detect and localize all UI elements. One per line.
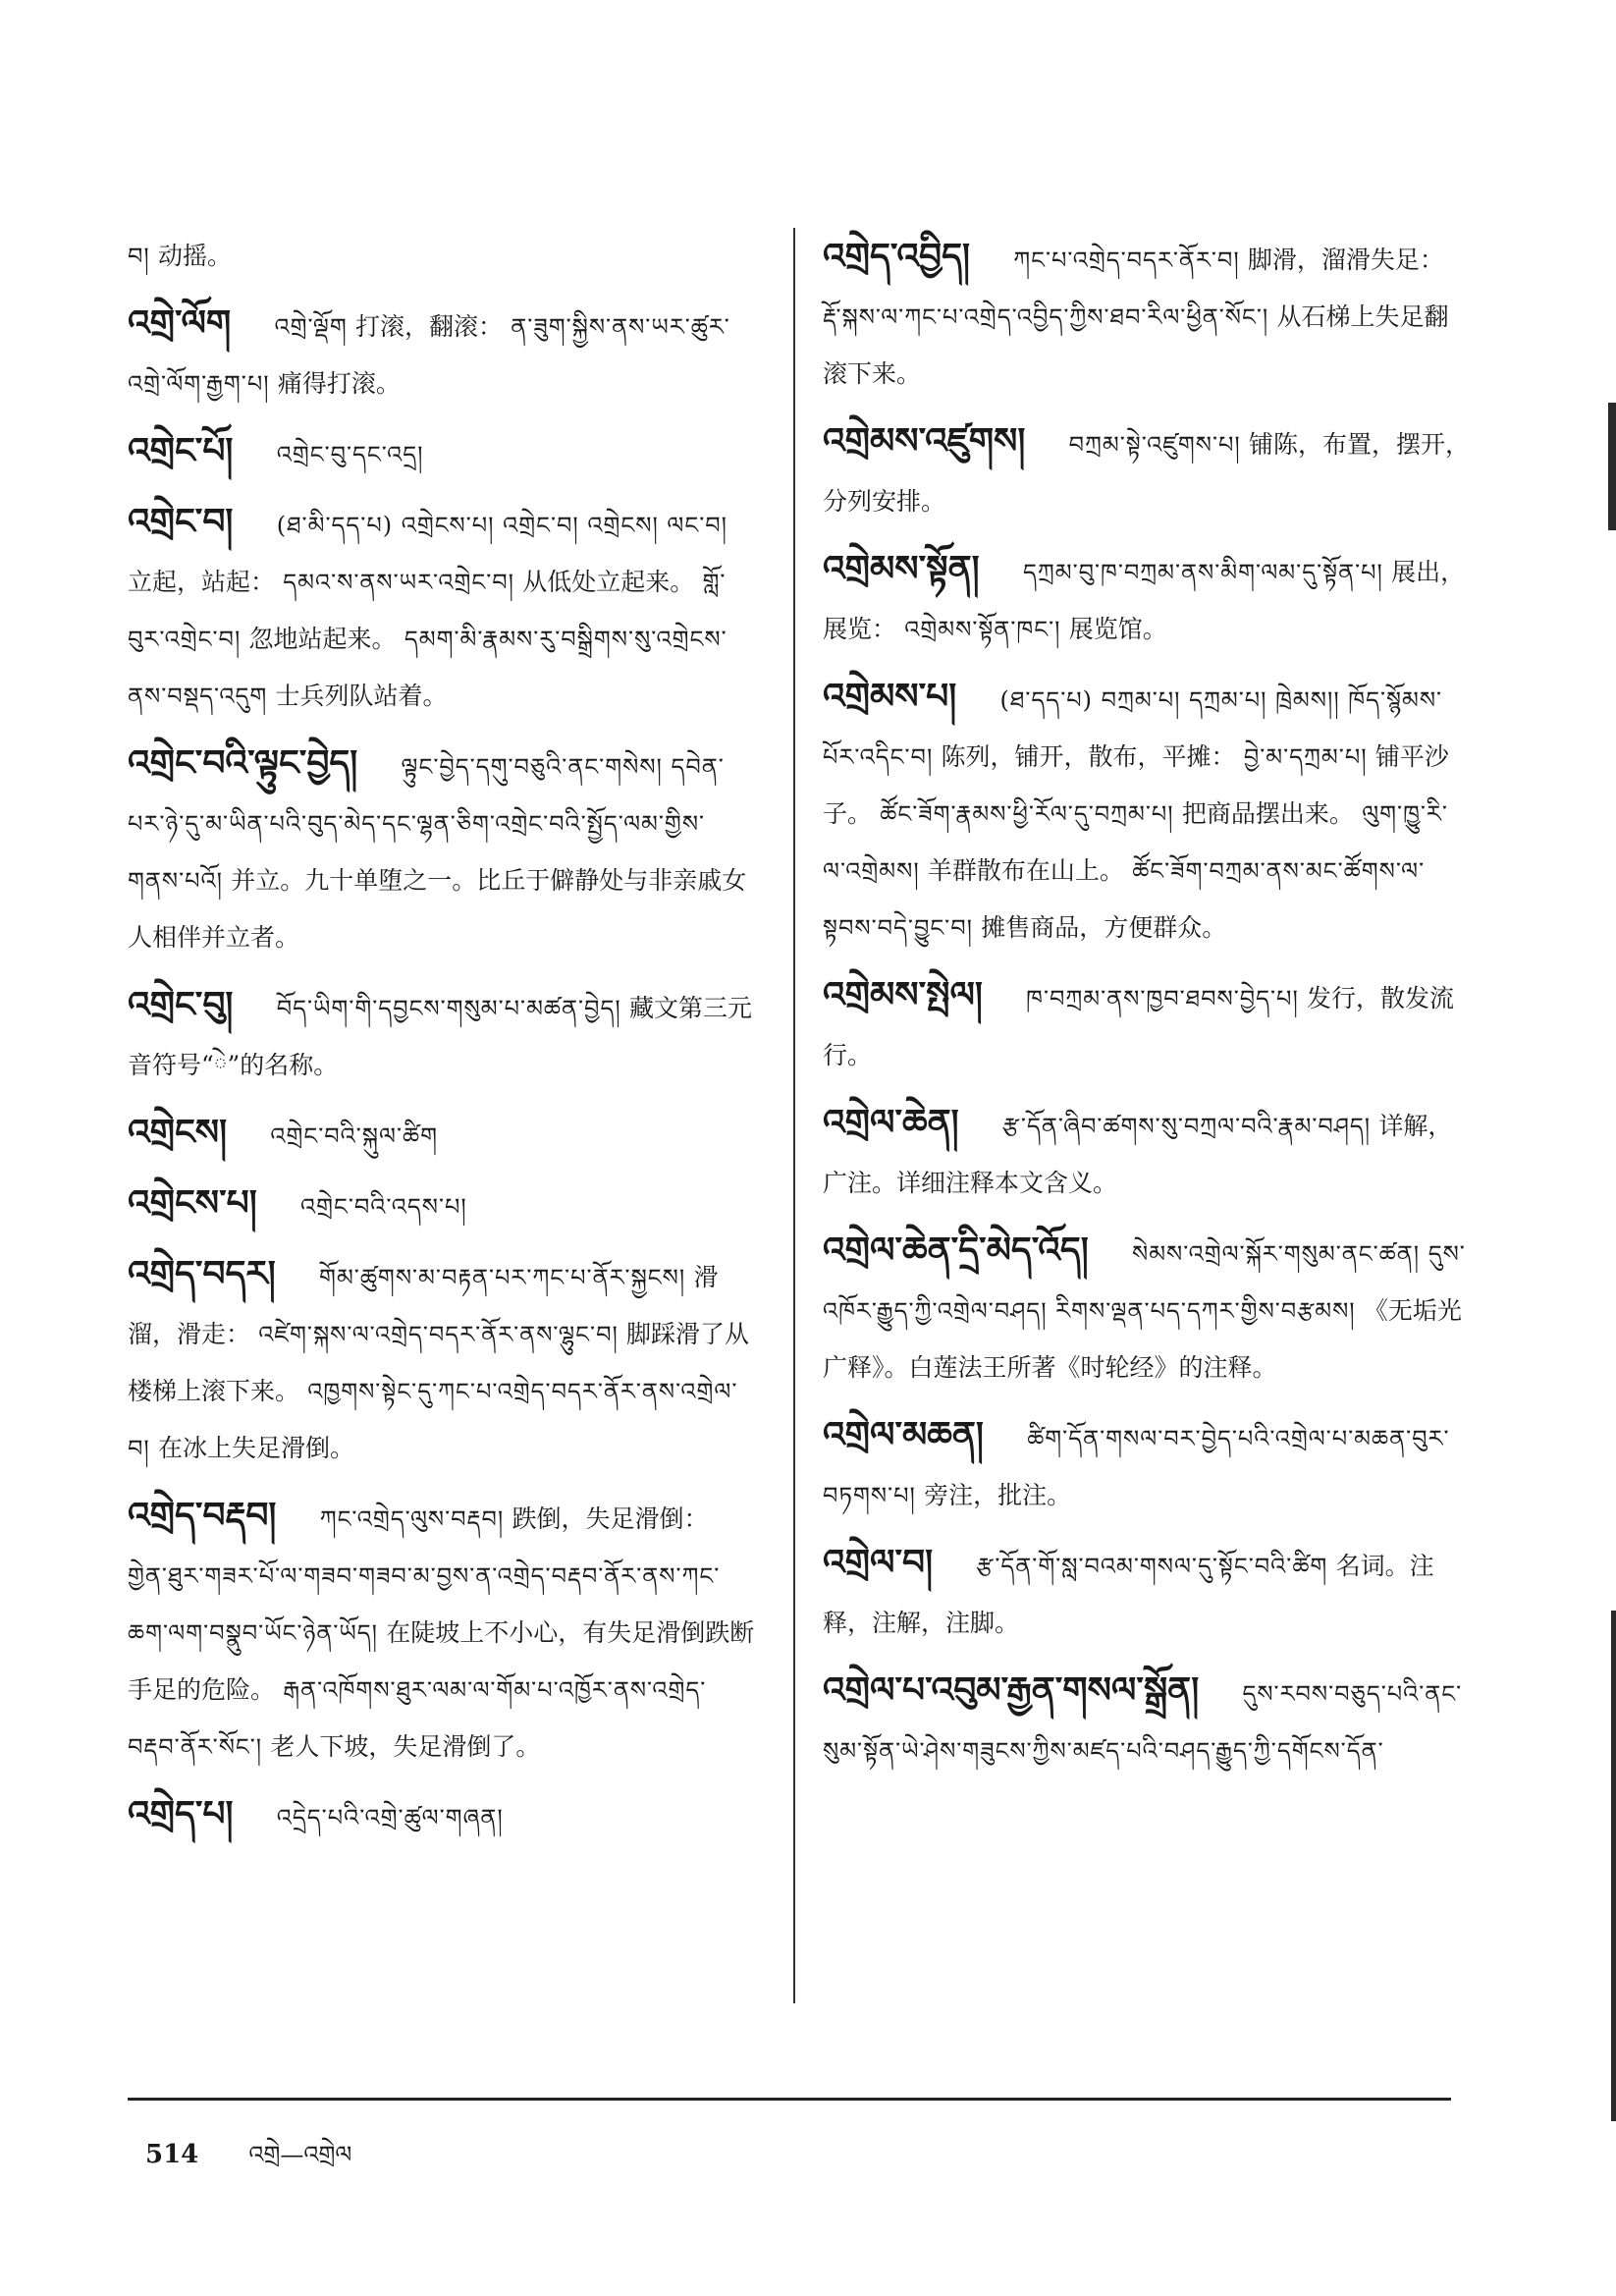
entry-chinese-gloss: 名词。注释，注解，注脚。 — [823, 1552, 1434, 1637]
entry-tibetan-example: འཛེག་སྐས་ལ་འགྲེད་བདར་ནོར་ནས་ལྷུང་བ། — [258, 1321, 619, 1348]
footer-rule — [128, 2098, 1451, 2101]
entry-chinese-example: 忽地站起来。 — [248, 625, 397, 653]
entry-chinese-example: 老人下坡，失足滑倒了。 — [270, 1732, 541, 1761]
dictionary-entry — [128, 1487, 756, 1776]
dictionary-entry — [823, 668, 1471, 957]
entry-chinese-gloss: 展出，展览： — [823, 558, 1466, 643]
entry-tibetan-definition: བཀྲམ་སྟེ་འཛུགས་པ། — [1068, 431, 1241, 459]
entry-chinese-example: 摊售商品，方便群众。 — [981, 913, 1227, 942]
dictionary-entry — [823, 412, 1471, 530]
entry-tibetan-definition: དཀྲམ་བུ་ཁ་བཀྲམ་ནས་མིག་ལམ་དུ་སྟོན་པ། — [1022, 559, 1383, 586]
entry-chinese-example: 在陡坡上不小心，有失足滑倒跌断手足的危险。 — [128, 1618, 755, 1704]
entry-chinese-gloss: 旁注，批注。 — [924, 1481, 1072, 1509]
entry-headword: འགྲེ་ལོག — [128, 302, 232, 344]
entry-chinese-gloss: 跌倒，失足滑倒： — [512, 1504, 709, 1533]
entry-tibetan-example: གྱེན་ཐུར་གཟར་པོ་ལ་གཟབ་གཟབ་མ་བྱས་ན་འགྲེད་བརྡབ་ནོར་ནས་ཀང་ཆག་ལག་བསྣུབ་ཡོང་ཉེན་ཡོད། — [128, 1562, 721, 1647]
entry-tibetan-example: ལུག་ཁྱུ་རི་ལ་འགྲེམས། — [823, 800, 1448, 885]
dictionary-entry — [128, 493, 756, 725]
entry-tibetan-definition: དུས་རབས་བཅུད་པའི་ནང་སུམ་སྟོན་ཡེ་ཤེས་གཟུངས་ཀྱིས་མཛད་པའི་བཤད་རྒྱུད་ཀྱི་དགོངས་དོན་ — [823, 1680, 1463, 1765]
dictionary-entry — [128, 976, 756, 1094]
dictionary-entry — [128, 1104, 756, 1165]
entry-headword: འགྲེལ་མཆན། — [823, 1414, 984, 1455]
entry-tibetan-definition: ལྟུང་བྱེད་དགུ་བཅུའི་ནང་གསེས། དབེན་པར་ཉེ་དུ་མ་ཡིན་པའི་བུད་མེད་དང་ལྷན་ཅིག་འགྲེང་བའི་སྤྱོད་ལམ་གྱིས་གནས་པའོ། — [128, 753, 725, 895]
dictionary-entry — [128, 1245, 756, 1477]
entry-chinese-example: 从低处立起来。 — [522, 568, 695, 596]
entry-chinese-gloss: 《无垢光广释》。白莲法王所著《时轮经》的注释。 — [823, 1296, 1462, 1382]
entry-chinese-gloss: 脚滑，溜滑失足： — [1247, 246, 1444, 274]
entry-headword: འགྲེམས་སྤེལ། — [823, 974, 983, 1015]
entry-tibetan-definition: ཁ་བཀྲམ་ནས་ཁྱབ་ཐབས་བྱེད་པ། — [1026, 985, 1299, 1012]
entry-chinese-example: 在冰上失足滑倒。 — [157, 1434, 354, 1462]
entry-tibetan-definition: འགྲེ་ལྡོག — [274, 313, 348, 341]
entry-chinese-gloss: 打滚，翻滚： — [355, 312, 504, 341]
entry-chinese-example: 铺平沙子。 — [823, 742, 1449, 828]
dictionary-entry — [128, 422, 756, 483]
entry-headword: འགྲེམས་སྟོན། — [823, 548, 980, 589]
entry-tibetan-example: རྡོ་སྐས་ལ་ཀང་པ་འགྲེད་འབྱིད་ཀྱིས་ཐབ་རིལ་ཕྱིན་སོང་། — [823, 303, 1269, 331]
column-divider — [793, 228, 795, 2003]
entry-headword: འགྲེམས་འཛུགས། — [823, 420, 1026, 462]
entry-tibetan-example: འགྲེམས་སྟོན་ཁང་། — [904, 616, 1061, 643]
entry-chinese-gloss: 动摇。 — [157, 242, 232, 270]
entry-tibetan-example: གློ་བུར་འགྲེང་བ། — [128, 569, 727, 653]
entry-headword: འགྲེང་པོ། — [128, 430, 234, 471]
dictionary-entry — [128, 295, 756, 412]
entry-headword: འགྲེལ་ཆེན། — [823, 1102, 959, 1143]
dictionary-entry — [128, 735, 756, 966]
entry-tibetan-definition: ཚིག་དོན་གསལ་བར་བྱེད་པའི་འགྲེལ་པ་མཆན་བུར་བཏགས་པ། — [823, 1425, 1450, 1509]
dictionary-entry — [823, 540, 1471, 658]
dictionary-entry — [823, 1094, 1471, 1212]
entry-tibetan-example: དམག་མི་རྣམས་རུ་བསྒྲིགས་སུ་འགྲེངས་ནས་བསྡད་འདུག — [128, 626, 727, 710]
entry-headword: འགྲེང་བའི་ལྟུང་བྱེད། — [128, 742, 358, 784]
entry-chinese-example: 把商品摆出来。 — [1181, 799, 1354, 828]
entry-tibetan-example: རྒན་འཁོགས་ཐུར་ལམ་ལ་གོམ་པ་འཁྱོར་ནས་འགྲེད་བརྡབ་ནོར་སོང་། — [128, 1676, 707, 1761]
dictionary-entry — [823, 228, 1471, 403]
entry-tibetan-definition: རྩ་དོན་ཞིབ་ཚགས་སུ་བཀྲལ་བའི་རྣམ་བཤད། — [1001, 1113, 1372, 1140]
entry-headword: འགྲེད་བརྡབ། — [128, 1495, 277, 1536]
dictionary-entry — [128, 1785, 756, 1846]
entry-headword: འགྲེལ་བ། — [823, 1542, 934, 1583]
entry-headword: འགྲེངས་པ། — [128, 1182, 257, 1224]
dictionary-entry — [823, 1534, 1471, 1652]
entry-tibetan-definition: འགྲེང་བུ་དང་འདྲ། — [276, 441, 424, 468]
entry-chinese-example: 脚踩滑了从楼梯上滚下来。 — [128, 1320, 750, 1405]
entry-tibetan-definition: སེམས་འགྲེལ་སྐོར་གསུམ་ནང་ཚན། དུས་འཁོར་རྒྱུད་ཀྱི་འགྲེལ་བཤད། རིགས་ལྡན་པད་དཀར་གྱིས་བརྩམས། — [823, 1240, 1466, 1325]
entry-tibetan-definition: རྩ་དོན་གོ་སླ་བའམ་གསལ་དུ་སྟོང་བའི་ཚིག — [976, 1553, 1328, 1580]
edge-mark — [1611, 1611, 1616, 2121]
entry-chinese-example: 从石梯上失足翻滚下来。 — [823, 302, 1449, 388]
dictionary-entry — [128, 228, 756, 285]
entry-chinese-gloss: 发行，散发流行。 — [823, 984, 1455, 1069]
entry-tibetan-example: ཚོང་ཟོག་བཀྲམ་ནས་མང་ཚོགས་ལ་སྟབས་བདེ་བྱུང་བ། — [823, 857, 1426, 942]
page-footer — [145, 2129, 351, 2195]
right-column — [823, 228, 1471, 1789]
entry-tibetan-definition: འགྲེང་བའི་འདས་པ། — [300, 1193, 467, 1221]
entry-chinese-gloss: 藏文第三元音符号“ེ”的名称。 — [128, 994, 752, 1079]
entry-tibetan-example: ཚོང་ཟོག་རྣམས་ཕྱི་རོལ་དུ་བཀྲམ་པ། — [880, 800, 1174, 828]
page-number: 514 — [145, 2140, 199, 2169]
dictionary-entry — [823, 966, 1471, 1084]
entry-tibetan-example: དམའ་ས་ནས་ཡར་འགྲེང་བ། — [283, 569, 514, 596]
entry-chinese-example: 痛得打滚。 — [277, 369, 401, 398]
dictionary-entry — [128, 1175, 756, 1235]
entry-headword: འགྲེངས། — [128, 1112, 228, 1153]
entry-headword: འགྲེམས་པ། — [823, 676, 957, 717]
entry-tibetan-definition: ཀང་པ་འགྲེད་བདར་ནོར་བ། — [1013, 246, 1240, 274]
entry-chinese-gloss: 并立。九十单堕之一。比丘于僻静处与非亲戚女人相伴并立者。 — [128, 866, 747, 952]
entry-chinese-example: 羊群散布在山上。 — [927, 856, 1124, 885]
entry-chinese-example: 士兵列队站着。 — [275, 682, 448, 710]
entry-tibetan-definition: (ཐ་མི་དད་པ) འགྲེངས་པ། འགྲེང་བ། འགྲེངས། ལང་བ། — [276, 512, 727, 539]
entry-headword: འགྲེལ་པ་འབུམ་རྒྱན་གསལ་སྒྲོན། — [823, 1669, 1200, 1711]
entry-tibetan-definition: (ཐ་དད་པ) བཀྲམ་པ། དཀྲམ་པ། ཁྲེམས།། ཁོད་སྙོམས་པོར་འདིང་བ། — [823, 686, 1443, 771]
edge-mark — [1608, 403, 1616, 530]
entry-tibetan-definition: བོད་ཡིག་གི་དབྱངས་གསུམ་པ་མཚན་བྱེད། — [276, 995, 621, 1022]
entry-tibetan-definition: འདྲེད་པའི་འགྲེ་ཚུལ་གཞན། — [276, 1804, 504, 1831]
entry-chinese-example: 展览馆。 — [1068, 615, 1167, 643]
entry-headword: འགྲེང་བ། — [128, 501, 234, 542]
entry-headword: འགྲེད་བདར། — [128, 1253, 276, 1294]
entry-headword: འགྲེད་པ། — [128, 1793, 234, 1834]
entry-chinese-gloss: 立起，站起： — [128, 568, 276, 596]
entry-tibetan-example: ན་ཟུག་སྐྱིས་ནས་ཡར་ཚུར་འགྲེ་ལོག་རྒྱག་པ། — [128, 313, 730, 398]
dictionary-entry — [823, 1406, 1471, 1524]
entry-chinese-gloss: 陈列，铺开，散布，平摊： — [941, 742, 1236, 771]
entry-chinese-gloss: 滑溜，滑走： — [128, 1263, 719, 1348]
entry-tibetan-definition: ཀང་འགྲེད་ལུས་བརྡབ། — [319, 1505, 505, 1533]
entry-chinese-gloss: 详解，广注。详细注释本文含义。 — [823, 1112, 1453, 1197]
entry-headword: འགྲེལ་ཆེན་དྲི་མེད་འོད། — [823, 1230, 1089, 1271]
dictionary-entry — [823, 1222, 1471, 1396]
entry-tibetan-definition: འགྲེང་བའི་སྐུལ་ཚིག — [270, 1122, 438, 1150]
entry-chinese-gloss: 铺陈，布置，摆开，分列安排。 — [823, 430, 1471, 516]
entry-tibetan-definition: བ། — [128, 243, 150, 270]
page-range: འགྲེ—འགྲེལ — [248, 2141, 352, 2168]
entry-headword: འགྲེད་འབྱིད། — [823, 236, 970, 277]
entry-headword: འགྲེང་བུ། — [128, 984, 234, 1025]
entry-tibetan-definition: གོམ་ཚུགས་མ་བརྟན་པར་ཀང་པ་ནོར་སྐྱངས། — [319, 1264, 686, 1291]
dictionary-entry — [823, 1662, 1471, 1779]
entry-tibetan-example: བྱེ་མ་དཀྲམ་པ། — [1243, 743, 1368, 771]
entry-tibetan-example: འཁྱགས་སྟེང་དུ་ཀང་པ་འགྲེད་བདར་ནོར་ནས་འགྲེལ་བ། — [128, 1378, 738, 1462]
left-column — [128, 228, 756, 1856]
